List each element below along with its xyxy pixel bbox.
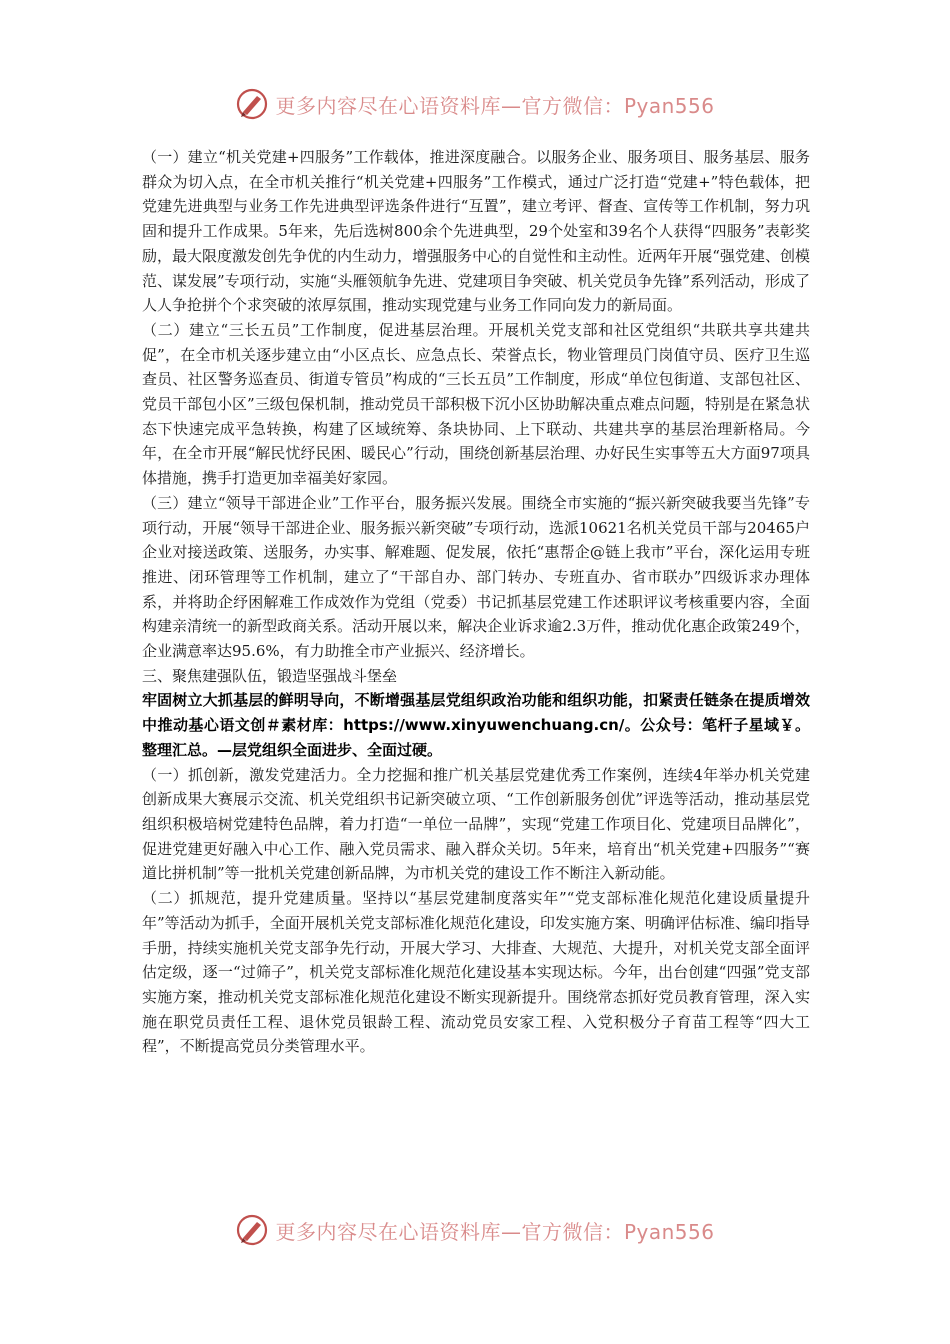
section-heading: 三、聚焦建强队伍，锻造坚强战斗堡垒: [142, 666, 398, 685]
paragraph: （一）抓创新，激发党建活力。全力挖掘和推广机关基层党建优秀工作案例，连续4年举办机关党建创新成果大赛展示交流、机关党组织书记新突破立项、“工作创新服务创优”评选等活动，推动基层党组织积极培树党建特色品牌，着力打造“一单位一品牌”，实现“党建工作项目化、党建项目品牌化”，促进党建更好融入中心工作、融入党员需求、融入群众关切。5年来，培育出“机关党建+四服务”“赛道比拼机制”等一批机关党建创新品牌，为市机关党的建设工作不断注入新动能。: [142, 765, 810, 883]
pen-logo-icon: [235, 87, 269, 121]
paragraph: （三）建立“领导干部进企业”工作平台，服务振兴发展。围绕全市实施的“振兴新突破我要当先锋”专项行动，开展“领导干部进企业、服务振兴新突破”专项行动，选派10621名机关党员干部与20465户企业对接送政策、送服务，办实事、解难题、促发展，依托“惠帮企@链上我市”平台，深化运用专班推进、闭环管理等工作机制，建立了“干部自办、部门转办、专班直办、省市联办”四级诉求办理体系，并将助企纾困解难工作成效作为党组（党委）书记抓基层党建工作述职评议考核重要内容，全面构建亲清统一的新型政商关系。活动开展以来，解决企业诉求逾2.3万件，推动优化惠企政策249个，企业满意率达95.6%，有力助推全市产业振兴、经济增长。: [142, 493, 810, 661]
document-body: [142, 145, 810, 1059]
footer-banner: [0, 1210, 950, 1250]
paragraph: （二）抓规范，提升党建质量。坚持以“基层党建制度落实年”“党支部标准化规范化建设质量提升年”等活动为抓手，全面开展机关党支部标准化规范化建设，印发实施方案、明确评估标准、编印指导手册，持续实施机关党支部争先行动，开展大学习、大排查、大规范、大提升，对机关党支部全面评估定级，逐一“过筛子”，机关党支部标准化规范化建设基本实现达标。今年，出台创建“四强”党支部实施方案，推动机关党支部标准化规范化建设不断实现新提升。围绕常态抓好党员教育管理，深入实施在职党员责任工程、退休党员银龄工程、流动党员安家工程、入党积极分子育苗工程等“四大工程”，不断提高党员分类管理水平。: [142, 889, 810, 1056]
paragraph: （一）建立“机关党建+四服务”工作载体，推进深度融合。以服务企业、服务项目、服务基层、服务群众为切入点，在全市机关推行“机关党建+四服务”工作模式，通过广泛打造“党建+”特色载体，把党建先进典型与业务工作先进典型评选条件进行“互置”，建立考评、督查、宣传等工作机制，努力巩固和提升工作成果。5年来，先后选树800余个先进典型，29个处室和39名个人获得“四服务”表彰奖励，最大限度激发创先争优的内生动力，增强服务中心的自觉性和主动性。近两年开展“强党建、创模范、谋发展”专项行动，实施“头雁领航争先进、党建项目争突破、机关党员争先锋”系列活动，形成了人人争抢拼个个求突破的浓厚氛围，推动实现党建与业务工作同向发力的新局面。: [142, 148, 811, 315]
banner-text: 更多内容尽在心语资料库—官方微信：Pyan556: [275, 1219, 715, 1244]
banner-text: 更多内容尽在心语资料库—官方微信：Pyan556: [275, 93, 715, 118]
paragraph: （二）建立“三长五员”工作制度，促进基层治理。开展机关党支部和社区党组织“共联共享共建共促”，在全市机关逐步建立由“小区点长、应急点长、荣誉点长，物业管理员门岗值守员、医疗卫生巡查员、社区警务巡查员、街道专管员”构成的“三长五员”工作制度，形成“单位包街道、支部包社区、党员干部包小区”三级包保机制，推动党员干部积极下沉小区协助解决重点难点问题，特别是在紧急状态下快速完成平急转换，构建了区域统筹、条块协同、上下联动、共建共享的基层治理新格局。今年，在全市开展“解民忧纾民困、暖民心”行动，围绕创新基层治理、办好民生实事等五大方面97项具体措施，携手打造更加幸福美好家园。: [142, 320, 810, 488]
bold-paragraph: 牢固树立大抓基层的鲜明导向，不断增强基层党组织政治功能和组织功能，扣紧责任链条在提质增效中推动基心语文创＃素材库：https://www.xinyuwenchuang.cn/。公众号：笔杆子星域￥。整理汇总。—层党组织全面进步、全面过硬。: [142, 691, 810, 759]
pen-logo-icon: [235, 1213, 269, 1247]
header-banner: [0, 84, 950, 124]
